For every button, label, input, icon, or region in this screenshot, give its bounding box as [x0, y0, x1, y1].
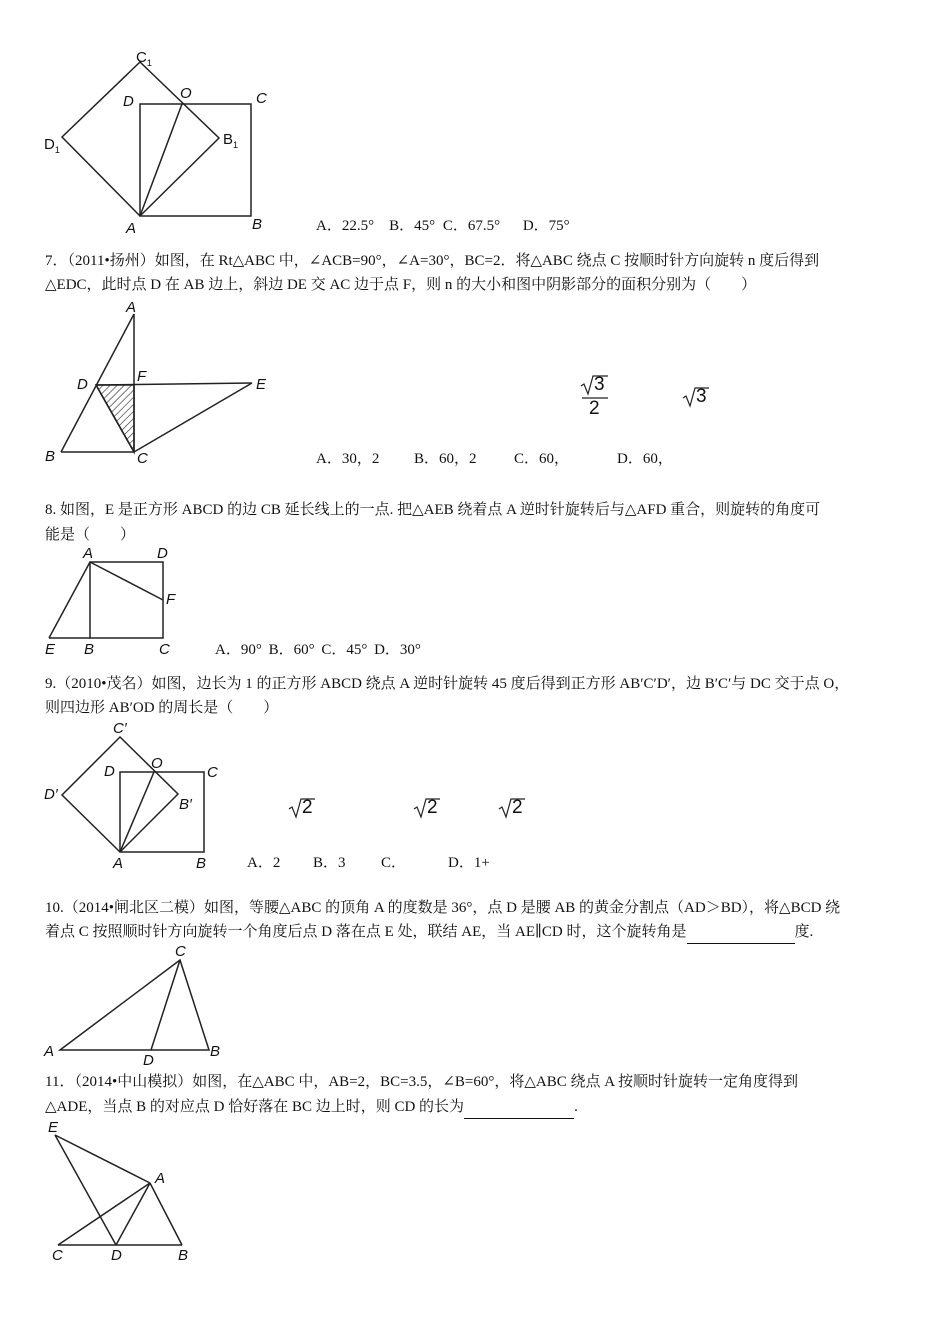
label-a: A: [126, 299, 137, 316]
radicand: 2: [302, 797, 313, 818]
q8-text-line1: 8. 如图，E 是正方形 ABCD 的边 CB 延长线上的一点. 把△AEB 绕着点 A 逆时针旋转后与△AFD 重合，则旋转的角度可: [45, 502, 821, 518]
q9-option-d: D．1+: [448, 855, 490, 871]
denominator: 2: [589, 398, 600, 419]
label-f: F: [137, 368, 147, 385]
label-e: E: [256, 376, 267, 393]
label-b: B: [45, 448, 56, 465]
q8-text-line2: 能是（ ）: [45, 527, 136, 543]
q7-option-c: C．60，: [514, 451, 570, 467]
label-a: A: [126, 220, 137, 237]
q10-text-line1: 10.（2014•闸北区二模）如图，等腰△ABC 的顶角 A 的度数是 36°，点 D 是腰 AB 的黄金分割点（AD＞BD），将△BCD 绕: [45, 900, 841, 916]
label-c: C: [159, 641, 170, 658]
label-e: E: [48, 1119, 59, 1136]
q9-option-c: C．: [381, 855, 407, 871]
label-c: C: [137, 450, 148, 467]
label-c: C: [256, 90, 267, 107]
label-o: O: [180, 85, 192, 102]
label-c: C: [175, 943, 186, 960]
q7-text-line2: △EDC，此时点 D 在 AB 边上，斜边 DE 交 AC 边于点 F，则 n 的大小和图中阴影部分的面积分别为（ ）: [45, 277, 757, 293]
label-c: C: [207, 764, 218, 781]
q11-text-line2: △ADE，当点 B 的对应点 D 恰好落在 BC 边上时，则 CD 的长为 .: [45, 1095, 578, 1119]
label-d: D: [123, 93, 134, 110]
q9-text-line1: 9.（2010•茂名）如图，边长为 1 的正方形 ABCD 绕点 A 逆时针旋转 45 度后得到正方形 AB′C′D′，边 B′C′与 DC 交于点 O，: [45, 676, 850, 692]
label-a: A: [83, 545, 94, 562]
label-a: A: [44, 1043, 55, 1060]
q10-text-line2: 着点 C 按照顺时针方向旋转一个角度后点 D 落在点 E 处，联结 AE，当 AE∥CD 时，这个旋转角是 度.: [45, 920, 813, 944]
q11-text-line1: 11．（2014•中山模拟）如图，在△ABC 中，AB=2，BC=3.5，∠B=60°，将△ABC 绕点 A 按顺时针旋转一定角度得到: [45, 1074, 799, 1090]
q6-options: A．22.5° B．45° C．67.5° D．75°: [316, 218, 570, 234]
label-e: E: [45, 641, 56, 658]
q7-text-line1: 7．（2011•扬州）如图，在 Rt△ABC 中，∠ACB=90°，∠A=30°，BC=2．将△ABC 绕点 C 按顺时针方向旋转 n 度后得到: [45, 253, 820, 269]
label-c-prime: C′: [113, 720, 127, 737]
label-b: B: [196, 855, 207, 872]
q9-option-b: B．3: [313, 855, 346, 871]
label-c: C: [52, 1247, 63, 1264]
label-b-prime: B′: [179, 796, 192, 813]
label-d: D: [111, 1247, 122, 1264]
q7-option-a: A．30，2: [316, 451, 380, 467]
label-c1: $C_1$: [136, 49, 152, 68]
label-b: B: [210, 1043, 221, 1060]
label-d: D: [143, 1052, 154, 1069]
label-f: F: [166, 591, 176, 608]
radicand: 3: [594, 374, 605, 395]
label-b: B: [178, 1247, 189, 1264]
radicand: 3: [696, 386, 707, 407]
label-d: D: [157, 545, 168, 562]
radicand: 2: [512, 797, 523, 818]
label-d1: $D_1$: [44, 136, 60, 155]
label-b1: $B_1$: [223, 131, 239, 150]
label-a: A: [155, 1170, 166, 1187]
radicand: 2: [427, 797, 438, 818]
q9-option-a: A．2: [247, 855, 281, 871]
label-b: B: [84, 641, 95, 658]
label-d: D: [77, 376, 88, 393]
label-o: O: [151, 755, 163, 772]
q9-text-line2: 则四边形 AB′OD 的周长是（ ）: [45, 700, 279, 716]
q8-options: A．90° B．60° C．45° D．30°: [215, 642, 421, 658]
q7-option-d: D．60，: [617, 451, 673, 467]
label-a: A: [113, 855, 124, 872]
label-b: B: [252, 216, 263, 233]
label-d-prime: D′: [44, 786, 58, 803]
q7-option-b: B．60，2: [414, 451, 477, 467]
label-d: D: [104, 763, 115, 780]
